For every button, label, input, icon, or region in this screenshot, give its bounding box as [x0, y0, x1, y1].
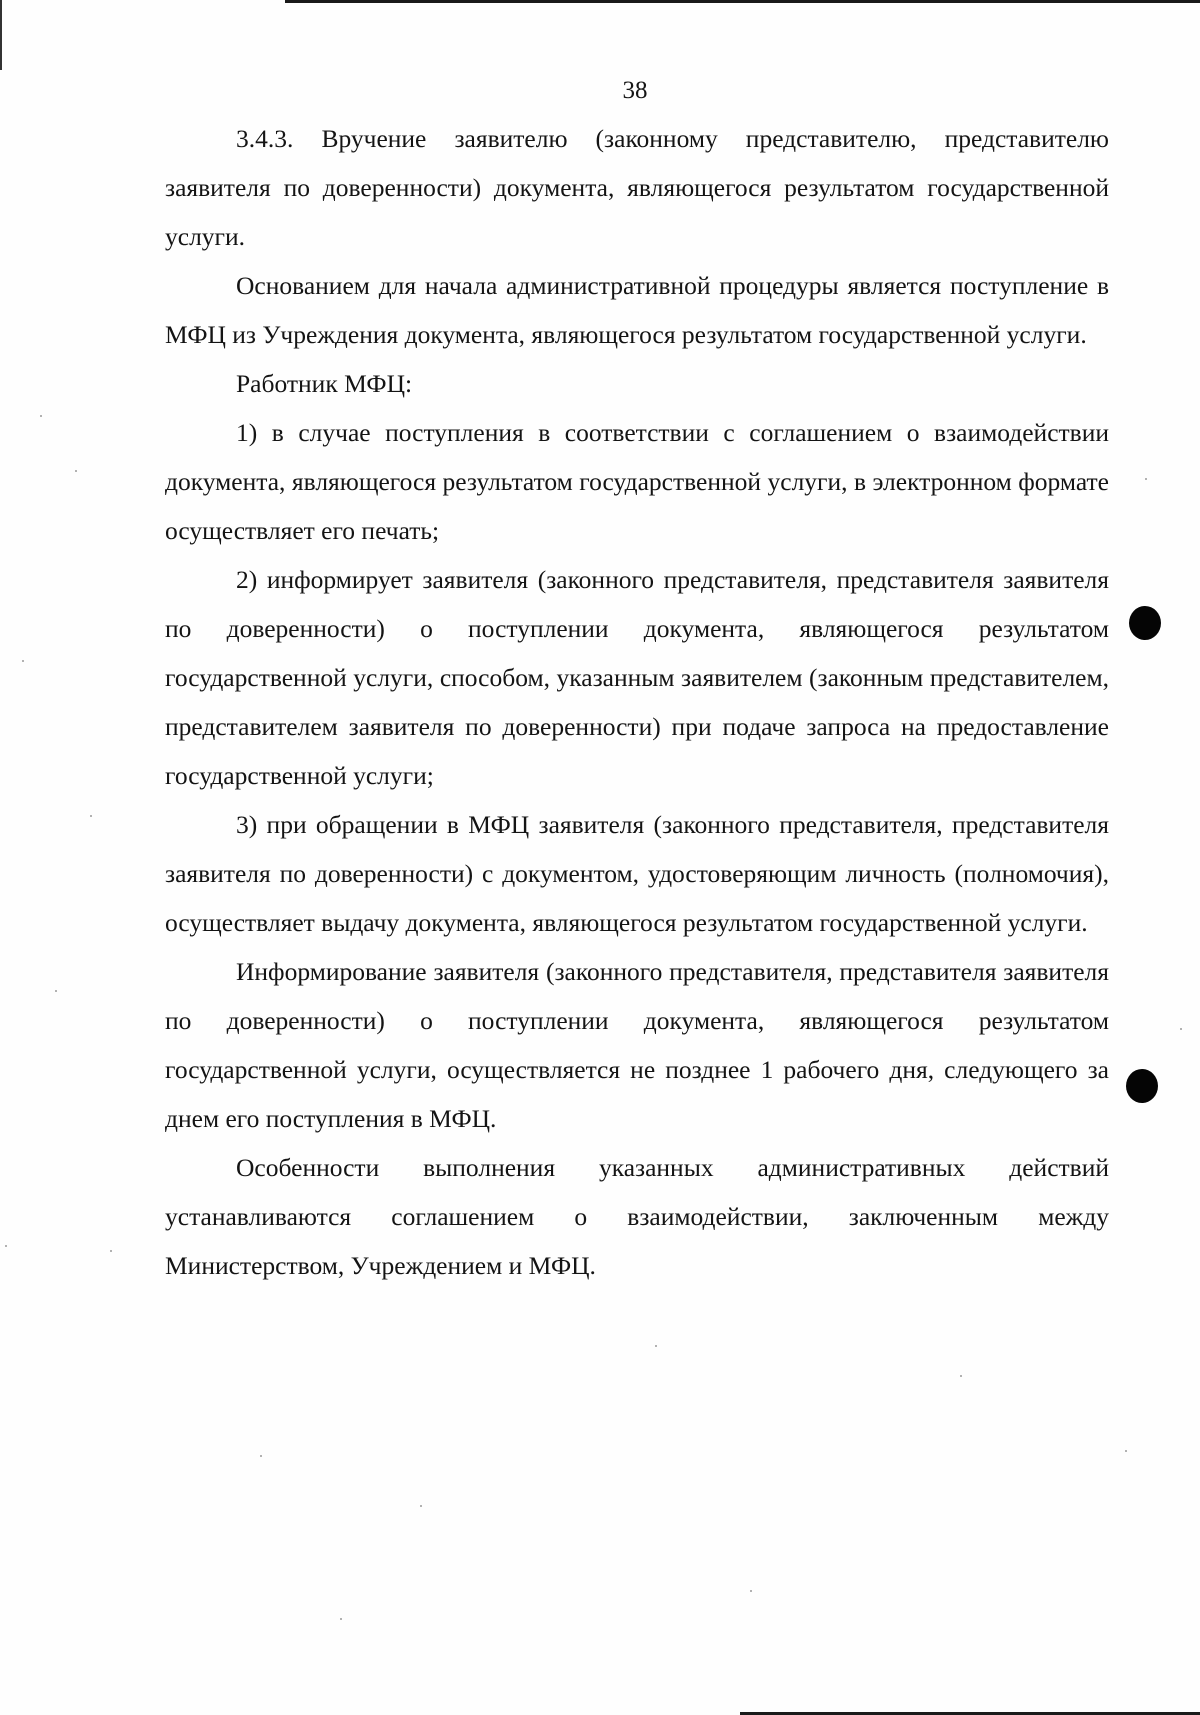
informing-paragraph: Информирование заявителя (законного представителя, представителя заявителя по доверенности) о поступлении документа, являющегося результатом государственной услуги, осуществляется не позднее 1 рабочего дня, следующего за днем его поступления в МФЦ.: [165, 957, 1109, 1133]
basis-paragraph: Основанием для начала административной процедуры является поступление в МФЦ из Учреждения документа, являющегося результатом государственной услуги.: [165, 271, 1109, 349]
scan-speck: [750, 1590, 752, 1592]
list-item-1: 1) в случае поступления в соответствии с соглашением о взаимодействии документа, являющегося результатом государственной услуги, в электронном формате осуществляет его печать;: [165, 418, 1109, 545]
scan-speck: [5, 1245, 7, 1247]
scan-speck: [75, 470, 77, 472]
scan-speck: [1145, 478, 1147, 480]
scan-speck: [260, 1455, 262, 1457]
punch-hole-icon: [1126, 1069, 1158, 1103]
scan-speck: [960, 1375, 962, 1377]
list-item-3: 3) при обращении в МФЦ заявителя (законного представителя, представителя заявителя по доверенности) с документом, удостоверяющим личность (полномочия), осуществляет выдачу документа, являющегося результатом государственной услуги.: [165, 810, 1109, 937]
scan-speck: [340, 1618, 342, 1620]
page-number: 38: [622, 77, 648, 104]
scan-speck: [90, 815, 92, 817]
features-paragraph: Особенности выполнения указанных административных действий устанавливаются соглашением о взаимодействии, заключенным между Министерством, Учреждением и МФЦ.: [165, 1153, 1109, 1280]
scan-speck: [655, 1345, 657, 1347]
scan-top-edge: [285, 0, 1200, 3]
scan-speck: [1180, 1028, 1182, 1030]
scan-speck: [55, 990, 57, 992]
list-item-2: 2) информирует заявителя (законного представителя, представителя заявителя по доверенности) о поступлении документа, являющегося результатом государственной услуги, способом, указанным заявителем (законным представителем, представителем заявителя по доверенности) при подаче запроса на предоставление государственной услуги;: [165, 565, 1109, 790]
section-heading-paragraph: 3.4.3. Вручение заявителю (законному представителю, представителю заявителя по доверенности) документа, являющегося результатом государственной услуги.: [165, 124, 1109, 251]
punch-hole-icon: [1129, 606, 1161, 640]
scan-left-edge: [0, 0, 2, 70]
scan-speck: [420, 1505, 422, 1507]
worker-intro-paragraph: Работник МФЦ:: [236, 369, 413, 398]
scan-speck: [1125, 1450, 1127, 1452]
document-body: [165, 114, 1109, 1290]
scan-speck: [22, 660, 24, 662]
scan-speck: [40, 415, 42, 417]
scan-speck: [110, 1250, 112, 1252]
